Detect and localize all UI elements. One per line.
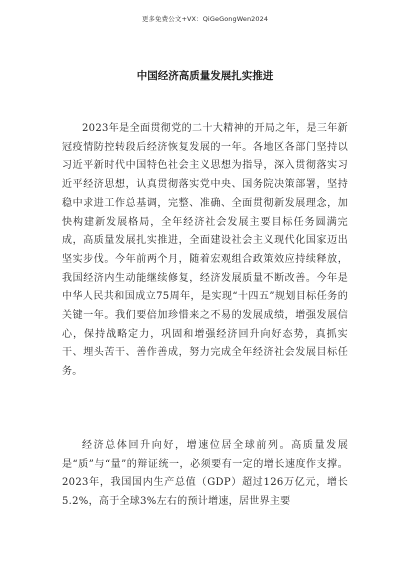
paragraph-1: 2023年是全面贯彻党的二十大精神的开局之年，是三年新冠疫情防控转段后经济恢复发展的一年。各地区各部门坚持以习近平新时代中国特色社会主义思想为指导，深入贯彻落实习近平经济思想，认真贯彻落实党中央、国务院决策部署，坚持稳中求进工作总基调，完整、准确、全面贯彻新发展理念，加快构建新发展格局，全年经济社会发展主要目标任务圆满完成，高质量发展扎实推进，全面建设社会主义现代化国家迈出坚实步伐。今年前两个月，随着宏观组合政策效应持续释放，我国经济内生动能继续修复，经济发展质量不断改善。今年是中华人民共和国成立75周年，是实现“十四五”规划目标任务的关键一年。我们要倍加珍惜来之不易的发展成绩，增强发展信心，保持战略定力，巩固和增强经济回升向好态势，真抓实干、埋头苦干、善作善成，努力完成全年经济社会发展目标任务。	[62, 123, 348, 378]
header-note: 更多免费公文+VX：QiGeGongWen2024	[141, 15, 269, 23]
document-title: 中国经济高质量发展扎实推进	[136, 70, 274, 82]
paragraph-2: 经济总体回升向好，增速位居全球前列。高质量发展是“质”与“量”的辩证统一，必须要有一定的增长速度作支撑。2023年，我国国内生产总值（GDP）超过126万亿元，增长5.2%，高于全球3%左右的预计增速，居世界主要	[62, 440, 348, 508]
